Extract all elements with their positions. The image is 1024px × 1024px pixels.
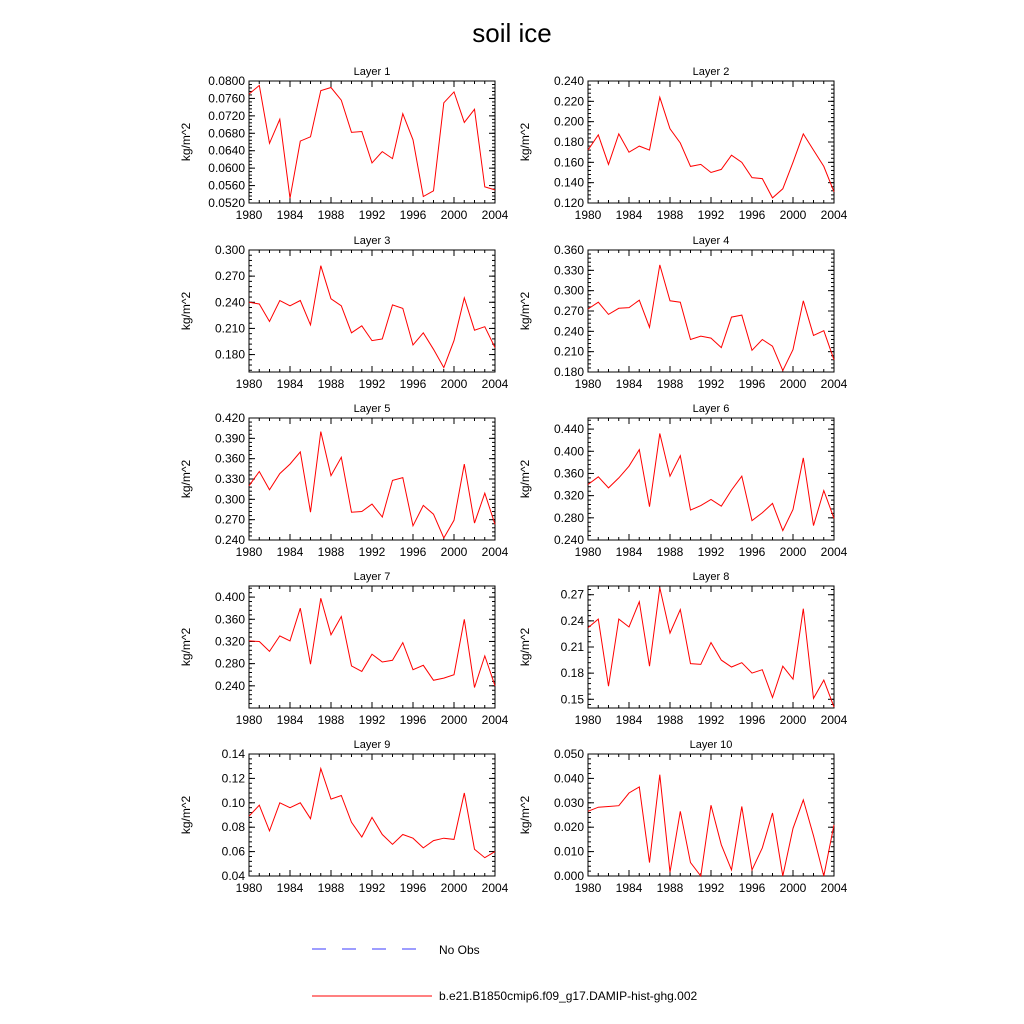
y-tick-label: 0.10 (221, 795, 245, 810)
x-tick-label: 1980 (574, 208, 602, 222)
y-tick-label: 0.300 (214, 243, 245, 257)
y-axis-label: kg/m^2 (179, 291, 193, 331)
panel-title: Layer 8 (692, 571, 730, 583)
y-tick-label: 0.18 (560, 666, 584, 681)
y-tick-label: 0.08 (221, 820, 245, 835)
y-tick-label: 0.15 (560, 692, 584, 707)
plot-frame (588, 754, 834, 876)
series-line (588, 588, 834, 707)
x-tick-label: 1984 (615, 881, 643, 895)
x-tick-label: 1992 (358, 208, 386, 222)
y-axis-label: kg/m^2 (518, 122, 532, 162)
legend-no-obs-label: No Obs (439, 943, 480, 957)
x-tick-label: 2000 (440, 881, 468, 895)
y-tick-label: 0.390 (214, 431, 245, 446)
x-tick-label: 2004 (481, 713, 509, 727)
series-line (249, 769, 495, 858)
plot-frame (249, 586, 495, 708)
plot-frame (588, 81, 834, 203)
plot-frame (249, 250, 495, 372)
x-tick-label: 1988 (656, 377, 684, 391)
panel-8 (518, 571, 848, 727)
series-line (249, 266, 495, 368)
plot-frame (588, 586, 834, 708)
x-tick-label: 1992 (697, 545, 725, 559)
panel-6 (518, 403, 848, 559)
x-tick-label: 2000 (779, 881, 807, 895)
legend-model-label: b.e21.B1850cmip6.f09_g17.DAMIP-hist-ghg.002 (439, 989, 698, 1003)
y-tick-label: 0.140 (553, 175, 584, 190)
series-line (249, 432, 495, 538)
x-tick-label: 2004 (820, 713, 848, 727)
x-tick-label: 1988 (317, 545, 345, 559)
x-tick-label: 1992 (697, 713, 725, 727)
y-tick-label: 0.240 (214, 678, 245, 693)
x-tick-label: 1984 (615, 208, 643, 222)
x-tick-label: 1988 (317, 208, 345, 222)
x-tick-label: 2000 (779, 545, 807, 559)
panel-5 (179, 403, 509, 559)
x-tick-label: 1992 (358, 713, 386, 727)
x-tick-label: 2004 (820, 208, 848, 222)
panel-title: Layer 2 (692, 66, 730, 78)
x-tick-label: 1980 (235, 881, 263, 895)
x-tick-label: 2004 (481, 208, 509, 222)
x-tick-label: 2004 (820, 545, 848, 559)
y-tick-label: 0.330 (553, 263, 584, 278)
x-tick-label: 1988 (317, 377, 345, 391)
y-tick-label: 0.200 (553, 114, 584, 129)
x-tick-label: 1996 (738, 377, 766, 391)
y-tick-label: 0.300 (553, 283, 584, 298)
x-tick-label: 1996 (399, 881, 427, 895)
panel-2 (518, 66, 848, 222)
x-tick-label: 2004 (481, 881, 509, 895)
x-tick-label: 1984 (276, 208, 304, 222)
x-tick-label: 1996 (738, 881, 766, 895)
panel-title: Layer 1 (353, 66, 391, 78)
y-tick-label: 0.21 (560, 640, 584, 654)
x-tick-label: 1992 (358, 545, 386, 559)
y-tick-label: 0.360 (553, 466, 584, 481)
y-axis-label: kg/m^2 (179, 122, 193, 162)
x-tick-label: 1984 (615, 713, 643, 727)
y-tick-label: 0.050 (553, 747, 584, 761)
x-tick-label: 1996 (738, 713, 766, 727)
y-axis-label: kg/m^2 (179, 627, 193, 667)
panel-7 (179, 571, 509, 727)
y-axis-label: kg/m^2 (518, 291, 532, 331)
y-tick-label: 0.210 (214, 321, 245, 336)
plot-frame (588, 250, 834, 372)
panel-9 (179, 739, 509, 895)
y-axis-label: kg/m^2 (179, 795, 193, 835)
y-tick-label: 0.240 (214, 295, 245, 310)
panel-title: Layer 6 (692, 403, 730, 415)
y-tick-label: 0.180 (553, 135, 584, 149)
legend (312, 943, 697, 1003)
y-tick-label: 0.280 (553, 510, 584, 525)
y-tick-label: 0.360 (553, 243, 584, 257)
x-tick-label: 1984 (615, 545, 643, 559)
y-tick-label: 0.0520 (208, 196, 245, 210)
x-tick-label: 2004 (481, 377, 509, 391)
y-tick-label: 0.240 (553, 324, 584, 339)
series-line (249, 598, 495, 687)
x-tick-label: 1980 (574, 881, 602, 895)
x-tick-label: 1984 (276, 377, 304, 391)
y-tick-label: 0.180 (214, 347, 245, 362)
panel-title: Layer 7 (353, 571, 391, 583)
panel-10 (518, 739, 848, 895)
y-tick-label: 0.0560 (208, 178, 245, 193)
y-tick-label: 0.240 (214, 533, 245, 547)
x-tick-label: 2000 (440, 545, 468, 559)
y-tick-label: 0.280 (214, 656, 245, 671)
y-tick-label: 0.030 (553, 795, 584, 810)
x-tick-label: 2004 (481, 545, 509, 559)
x-tick-label: 1988 (656, 881, 684, 895)
plot-frame (249, 81, 495, 203)
figure-title: soil ice (472, 18, 552, 48)
x-tick-label: 1980 (574, 545, 602, 559)
y-axis-label: kg/m^2 (179, 459, 193, 499)
x-tick-label: 2004 (820, 881, 848, 895)
y-tick-label: 0.270 (214, 512, 245, 527)
y-tick-label: 0.220 (553, 94, 584, 109)
x-tick-label: 2000 (779, 713, 807, 727)
series-line (588, 265, 834, 371)
x-tick-label: 2000 (779, 208, 807, 222)
y-tick-label: 0.240 (553, 74, 584, 88)
panel-title: Layer 10 (689, 739, 733, 751)
x-tick-label: 1980 (235, 377, 263, 391)
panel-title: Layer 5 (353, 403, 391, 415)
y-tick-label: 0.06 (221, 844, 245, 859)
y-tick-label: 0.420 (214, 411, 245, 425)
y-tick-label: 0.12 (221, 771, 245, 786)
series-line (249, 85, 495, 198)
y-tick-label: 0.27 (560, 587, 584, 602)
y-tick-label: 0.180 (553, 365, 584, 379)
y-axis-label: kg/m^2 (518, 459, 532, 499)
x-tick-label: 2000 (440, 713, 468, 727)
y-axis-label: kg/m^2 (518, 627, 532, 667)
x-tick-label: 1992 (697, 208, 725, 222)
y-tick-label: 0.400 (214, 590, 245, 605)
x-tick-label: 2004 (820, 377, 848, 391)
y-tick-label: 0.300 (214, 492, 245, 507)
y-tick-label: 0.320 (553, 488, 584, 503)
y-tick-label: 0.400 (553, 444, 584, 459)
x-tick-label: 1988 (317, 713, 345, 727)
y-tick-label: 0.270 (214, 269, 245, 284)
panel-title: Layer 9 (353, 739, 391, 751)
y-tick-label: 0.0800 (208, 74, 245, 88)
series-line (588, 434, 834, 531)
x-tick-label: 1992 (697, 377, 725, 391)
x-tick-label: 2000 (440, 208, 468, 222)
x-tick-label: 1996 (399, 377, 427, 391)
x-tick-label: 1980 (235, 545, 263, 559)
y-axis-label: kg/m^2 (518, 795, 532, 835)
plot-frame (249, 418, 495, 540)
x-tick-label: 1996 (399, 208, 427, 222)
y-tick-label: 0.14 (221, 747, 245, 761)
y-tick-label: 0.020 (553, 820, 584, 835)
y-tick-label: 0.000 (553, 869, 584, 883)
x-tick-label: 1992 (697, 881, 725, 895)
y-tick-label: 0.010 (553, 844, 584, 859)
series-line (588, 97, 834, 198)
x-tick-label: 1996 (399, 545, 427, 559)
y-tick-label: 0.120 (553, 196, 584, 210)
y-tick-label: 0.24 (560, 613, 584, 628)
panel-3 (179, 235, 509, 391)
plot-frame (588, 418, 834, 540)
panel-title: Layer 4 (692, 235, 730, 247)
x-tick-label: 1988 (656, 713, 684, 727)
y-tick-label: 0.160 (553, 155, 584, 170)
y-tick-label: 0.0680 (208, 126, 245, 141)
x-tick-label: 1996 (738, 208, 766, 222)
x-tick-label: 1988 (656, 545, 684, 559)
y-tick-label: 0.270 (553, 304, 584, 318)
y-tick-label: 0.0760 (208, 91, 245, 106)
y-tick-label: 0.240 (553, 533, 584, 547)
x-tick-label: 1980 (574, 377, 602, 391)
y-tick-label: 0.0720 (208, 108, 245, 123)
x-tick-label: 1980 (235, 713, 263, 727)
x-tick-label: 1996 (399, 713, 427, 727)
x-tick-label: 2000 (779, 377, 807, 391)
x-tick-label: 1984 (276, 545, 304, 559)
y-tick-label: 0.360 (214, 451, 245, 466)
series-line (588, 775, 834, 876)
y-tick-label: 0.440 (553, 422, 584, 437)
y-tick-label: 0.360 (214, 612, 245, 627)
x-tick-label: 1980 (235, 208, 263, 222)
x-tick-label: 1988 (317, 881, 345, 895)
x-tick-label: 1992 (358, 377, 386, 391)
x-tick-label: 1996 (738, 545, 766, 559)
panel-grid (179, 66, 848, 895)
x-tick-label: 1992 (358, 881, 386, 895)
x-tick-label: 2000 (440, 377, 468, 391)
y-tick-label: 0.04 (221, 869, 245, 883)
y-tick-label: 0.210 (553, 344, 584, 359)
plot-frame (249, 754, 495, 876)
y-tick-label: 0.0640 (208, 143, 245, 158)
y-tick-label: 0.330 (214, 472, 245, 486)
panel-title: Layer 3 (353, 235, 391, 247)
x-tick-label: 1980 (574, 713, 602, 727)
y-tick-label: 0.320 (214, 634, 245, 649)
panel-4 (518, 235, 848, 391)
x-tick-label: 1984 (276, 881, 304, 895)
x-tick-label: 1984 (276, 713, 304, 727)
panel-1 (179, 66, 509, 222)
y-tick-label: 0.040 (553, 771, 584, 786)
x-tick-label: 1988 (656, 208, 684, 222)
x-tick-label: 1984 (615, 377, 643, 391)
y-tick-label: 0.0600 (208, 161, 245, 176)
